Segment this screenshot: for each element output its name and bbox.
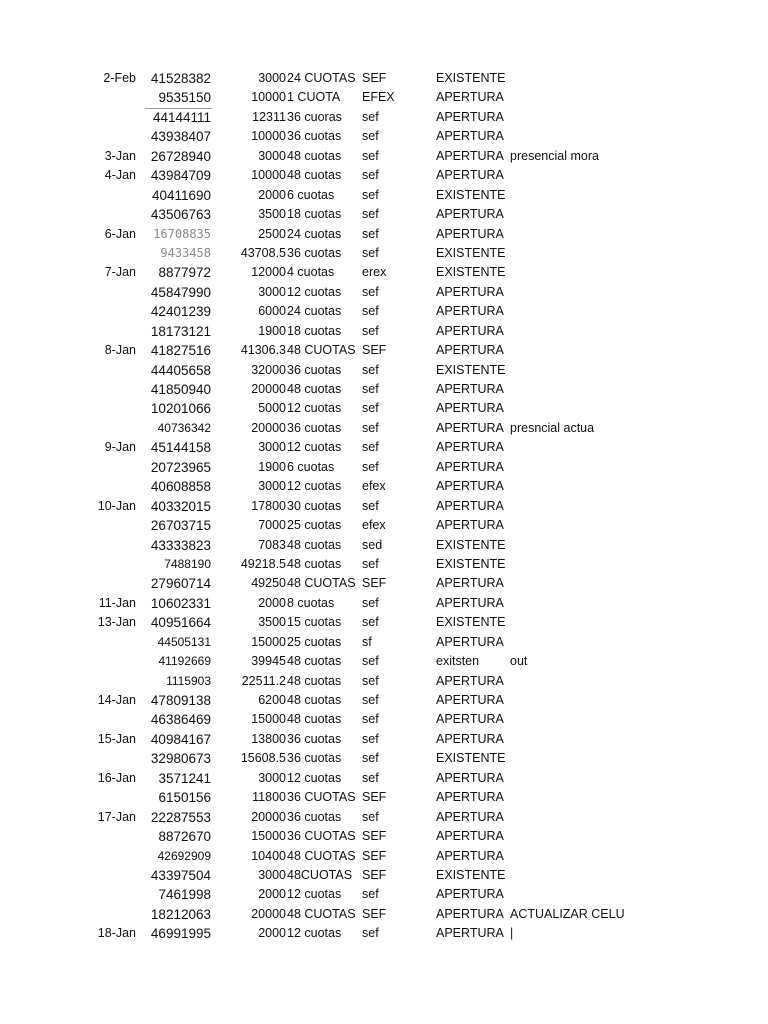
- amount-cell[interactable]: 2000: [258, 187, 286, 202]
- id-cell[interactable]: 43333823: [150, 537, 211, 553]
- installments-cell[interactable]: 4 cuotas: [287, 265, 335, 280]
- id-cell[interactable]: 43506763: [150, 207, 211, 223]
- status-cell[interactable]: APERTURA: [436, 129, 504, 144]
- id-cell[interactable]: 42692909: [157, 848, 211, 863]
- amount-cell[interactable]: 3000: [258, 867, 286, 882]
- id-cell[interactable]: 40984167: [150, 731, 211, 747]
- amount-cell[interactable]: 2000: [258, 926, 286, 941]
- status-cell[interactable]: APERTURA: [436, 109, 504, 124]
- status-cell[interactable]: EXISTENTE: [436, 71, 506, 85]
- type-cell[interactable]: SEF: [362, 867, 387, 882]
- id-cell[interactable]: 18173121: [150, 323, 211, 339]
- amount-cell[interactable]: 41306.3: [240, 343, 286, 358]
- installments-cell[interactable]: 12 cuotas: [287, 770, 342, 785]
- table-row: [0, 399, 768, 418]
- table-row: [0, 283, 768, 302]
- table-row: [0, 186, 768, 205]
- status-cell[interactable]: EXISTENTE: [436, 187, 506, 202]
- type-cell[interactable]: sef: [362, 245, 379, 260]
- id-cell[interactable]: 3571241: [158, 770, 211, 786]
- status-cell[interactable]: EXISTENTE: [436, 751, 506, 766]
- id-cell[interactable]: 46386469: [150, 712, 211, 728]
- type-cell[interactable]: sef: [362, 926, 379, 941]
- installments-cell[interactable]: 24 cuotas: [287, 226, 342, 241]
- type-cell[interactable]: SEF: [362, 829, 387, 844]
- amount-cell[interactable]: 10000: [251, 90, 286, 105]
- amount-cell[interactable]: 3000: [258, 770, 286, 785]
- status-cell[interactable]: EXISTENTE: [436, 265, 506, 280]
- table-row: [0, 808, 768, 827]
- table-row: [0, 924, 768, 943]
- type-cell[interactable]: sef: [362, 129, 379, 144]
- table-row: [0, 225, 768, 244]
- table-row: [0, 302, 768, 321]
- status-cell[interactable]: APERTURA: [436, 90, 504, 105]
- installments-cell[interactable]: 1 CUOTA: [287, 90, 341, 105]
- table-row: [0, 769, 768, 788]
- installments-cell[interactable]: 48 CUOTAS: [287, 906, 356, 921]
- installments-cell[interactable]: 12 cuotas: [287, 401, 342, 416]
- id-cell[interactable]: 41850940: [150, 382, 211, 397]
- date-cell[interactable]: 2-Feb: [103, 71, 136, 85]
- type-cell[interactable]: sef: [362, 731, 379, 746]
- amount-cell[interactable]: 20000: [251, 906, 286, 921]
- table-row: [0, 788, 768, 807]
- status-cell[interactable]: APERTURA: [436, 576, 504, 591]
- id-cell[interactable]: 40951664: [150, 615, 211, 631]
- status-cell[interactable]: APERTURA: [436, 304, 504, 319]
- id-cell[interactable]: 6150156: [158, 790, 211, 806]
- date-cell[interactable]: 14-Jan: [97, 693, 136, 707]
- type-cell[interactable]: sef: [362, 304, 379, 319]
- id-cell[interactable]: 46991995: [150, 926, 211, 942]
- id-cell[interactable]: 22287553: [150, 809, 211, 825]
- table-row: [0, 322, 768, 341]
- note-cell[interactable]: ACTUALIZAR CELU: [510, 906, 625, 921]
- installments-cell[interactable]: 12 cuotas: [287, 926, 342, 941]
- installments-cell[interactable]: 48 cuotas: [287, 556, 342, 571]
- installments-cell[interactable]: 25 cuotas: [287, 634, 342, 649]
- table-row: [0, 536, 768, 555]
- note-cell[interactable]: presncial actua: [510, 420, 595, 435]
- installments-cell[interactable]: 36 cuotas: [287, 420, 342, 435]
- type-cell[interactable]: sef: [362, 712, 379, 727]
- type-cell[interactable]: sef: [362, 420, 379, 435]
- status-cell[interactable]: APERTURA: [436, 207, 504, 222]
- table-row: [0, 263, 768, 282]
- date-cell[interactable]: 15-Jan: [97, 731, 136, 746]
- type-cell[interactable]: sef: [362, 382, 379, 396]
- table-row: [0, 438, 768, 457]
- table-row: [0, 749, 768, 768]
- amount-cell[interactable]: 15608.5: [240, 751, 286, 766]
- type-cell[interactable]: SEF: [362, 906, 387, 921]
- type-cell[interactable]: EFEX: [362, 90, 395, 105]
- status-cell[interactable]: APERTURA: [436, 343, 504, 358]
- status-cell[interactable]: EXISTENTE: [436, 245, 506, 260]
- type-cell[interactable]: sef: [362, 615, 379, 630]
- type-cell[interactable]: sef: [362, 693, 379, 707]
- type-cell[interactable]: sef: [362, 887, 379, 902]
- type-cell[interactable]: efex: [362, 479, 386, 494]
- amount-cell[interactable]: 49250: [251, 576, 286, 591]
- status-cell[interactable]: EXISTENTE: [436, 537, 506, 552]
- table-row: [0, 497, 768, 516]
- type-cell[interactable]: sef: [362, 595, 379, 610]
- type-cell[interactable]: sef: [362, 207, 379, 222]
- id-cell[interactable]: 8872670: [158, 829, 211, 845]
- table-row: [0, 652, 768, 671]
- installments-cell[interactable]: 8 cuotas: [287, 595, 335, 610]
- amount-cell[interactable]: 3000: [258, 440, 286, 455]
- installments-cell[interactable]: 36 CUOTAS: [287, 790, 356, 805]
- amount-cell[interactable]: 32000: [251, 362, 286, 377]
- table-row: [0, 633, 768, 652]
- id-cell[interactable]: 7488190: [164, 556, 211, 571]
- amount-cell[interactable]: 3500: [258, 615, 286, 630]
- status-cell[interactable]: APERTURA: [436, 401, 504, 416]
- id-cell[interactable]: 41827516: [150, 343, 211, 359]
- table-row: [0, 827, 768, 846]
- table-row: [0, 147, 768, 166]
- status-cell[interactable]: APERTURA: [436, 693, 504, 707]
- table-row: [0, 574, 768, 593]
- amount-cell[interactable]: 15000: [251, 634, 286, 649]
- type-cell[interactable]: sef: [362, 440, 379, 455]
- amount-cell[interactable]: 3000: [258, 479, 286, 494]
- table-row: [0, 866, 768, 885]
- amount-cell[interactable]: 11800: [252, 790, 286, 805]
- table-row: [0, 691, 768, 710]
- status-cell[interactable]: EXISTENTE: [436, 362, 506, 377]
- amount-cell[interactable]: 3000: [258, 71, 286, 85]
- status-cell[interactable]: APERTURA: [436, 148, 504, 163]
- installments-cell[interactable]: 48 cuotas: [287, 382, 342, 396]
- amount-cell[interactable]: 12000: [251, 265, 286, 280]
- amount-cell[interactable]: 2500: [258, 226, 286, 241]
- amount-cell[interactable]: 20000: [251, 809, 286, 824]
- table-row: [0, 419, 768, 438]
- type-cell[interactable]: sef: [362, 401, 379, 416]
- installments-cell[interactable]: 36 cuotas: [287, 809, 342, 824]
- amount-cell[interactable]: 43708.5: [240, 245, 286, 260]
- note-cell[interactable]: out: [510, 654, 528, 669]
- status-cell[interactable]: APERTURA: [436, 829, 504, 844]
- amount-cell[interactable]: 2000: [258, 887, 286, 902]
- id-cell[interactable]: 44505131: [157, 634, 211, 649]
- table-row: [0, 516, 768, 535]
- status-cell[interactable]: APERTURA: [436, 459, 504, 474]
- type-cell[interactable]: sef: [362, 362, 379, 377]
- amount-cell[interactable]: 6200: [258, 693, 286, 707]
- type-cell[interactable]: sef: [362, 809, 379, 824]
- status-cell[interactable]: APERTURA: [436, 440, 504, 455]
- amount-cell[interactable]: 1900: [258, 459, 286, 474]
- amount-cell[interactable]: 15000: [251, 829, 286, 844]
- amount-cell[interactable]: 10400: [251, 848, 286, 863]
- table-row: [0, 380, 768, 399]
- date-cell[interactable]: 10-Jan: [97, 498, 136, 513]
- status-cell[interactable]: APERTURA: [436, 226, 504, 241]
- type-cell[interactable]: sef: [362, 168, 379, 183]
- date-cell[interactable]: 13-Jan: [97, 615, 136, 630]
- spreadsheet-table: [0, 69, 768, 944]
- installments-cell[interactable]: 48 CUOTAS: [287, 848, 356, 863]
- type-cell[interactable]: SEF: [362, 848, 387, 863]
- status-cell[interactable]: APERTURA: [436, 926, 504, 941]
- id-cell[interactable]: 40736342: [157, 420, 211, 435]
- amount-cell[interactable]: 1900: [258, 323, 286, 338]
- id-cell[interactable]: 41528382: [150, 71, 211, 86]
- id-cell[interactable]: 43397504: [150, 867, 211, 883]
- status-cell[interactable]: APERTURA: [436, 518, 504, 533]
- installments-cell[interactable]: 48 cuotas: [287, 148, 342, 163]
- table-row: [0, 205, 768, 224]
- id-cell[interactable]: 10201066: [150, 401, 211, 417]
- status-cell[interactable]: APERTURA: [436, 382, 504, 396]
- amount-cell[interactable]: 2000: [258, 595, 286, 610]
- table-row: [0, 108, 768, 127]
- id-cell[interactable]: 9535150: [158, 90, 211, 106]
- type-cell[interactable]: sf: [362, 634, 372, 649]
- id-cell[interactable]: 42401239: [150, 304, 211, 320]
- installments-cell[interactable]: 12 cuotas: [287, 887, 342, 902]
- installments-cell[interactable]: 24 cuotas: [287, 304, 342, 319]
- table-row: [0, 594, 768, 613]
- table-row: [0, 847, 768, 866]
- amount-cell[interactable]: 5000: [258, 401, 286, 416]
- status-cell[interactable]: APERTURA: [436, 673, 504, 688]
- table-row: [0, 88, 768, 107]
- table-row: [0, 477, 768, 496]
- date-cell[interactable]: 18-Jan: [97, 926, 136, 941]
- date-cell[interactable]: 4-Jan: [104, 168, 136, 183]
- id-cell[interactable]: 40411690: [151, 187, 211, 203]
- id-cell[interactable]: 45847990: [150, 284, 211, 300]
- type-cell[interactable]: sef: [362, 654, 379, 669]
- amount-cell[interactable]: 17800: [251, 498, 286, 513]
- status-cell[interactable]: APERTURA: [436, 284, 504, 299]
- status-cell[interactable]: APERTURA: [436, 848, 504, 863]
- date-cell[interactable]: 3-Jan: [104, 148, 136, 163]
- installments-cell[interactable]: 15 cuotas: [287, 615, 342, 630]
- type-cell[interactable]: SEF: [362, 343, 387, 358]
- id-cell[interactable]: 47809138: [150, 693, 211, 708]
- id-cell[interactable]: 40332015: [150, 498, 211, 514]
- installments-cell[interactable]: 18 cuotas: [287, 207, 342, 222]
- type-cell[interactable]: sef: [362, 148, 379, 163]
- installments-cell[interactable]: 48 CUOTAS: [287, 343, 356, 358]
- status-cell[interactable]: APERTURA: [436, 634, 504, 649]
- amount-cell[interactable]: 3500: [258, 207, 286, 222]
- id-cell[interactable]: 1115903: [166, 673, 211, 688]
- installments-cell[interactable]: 6 cuotas: [287, 459, 335, 474]
- type-cell[interactable]: sed: [362, 537, 383, 552]
- type-cell[interactable]: sef: [362, 459, 379, 474]
- id-cell[interactable]: 45144158: [150, 440, 211, 456]
- table-row: [0, 730, 768, 749]
- id-cell[interactable]: 26703715: [150, 518, 211, 534]
- amount-cell[interactable]: 7083: [258, 537, 286, 552]
- table-row: [0, 710, 768, 729]
- installments-cell[interactable]: 48 cuotas: [287, 537, 342, 552]
- installments-cell[interactable]: 48 cuotas: [287, 693, 342, 707]
- type-cell[interactable]: sef: [362, 109, 379, 124]
- status-cell[interactable]: APERTURA: [436, 770, 504, 785]
- table-row: [0, 166, 768, 185]
- note-cell[interactable]: presencial mora: [510, 148, 599, 163]
- date-cell[interactable]: 9-Jan: [104, 440, 136, 455]
- installments-cell[interactable]: 36 cuotas: [287, 751, 342, 766]
- date-cell[interactable]: 7-Jan: [104, 265, 136, 280]
- status-cell[interactable]: EXISTENTE: [436, 615, 506, 630]
- status-cell[interactable]: APERTURA: [436, 420, 504, 435]
- status-cell[interactable]: APERTURA: [436, 790, 504, 805]
- status-cell[interactable]: APERTURA: [436, 712, 504, 727]
- table-row: [0, 555, 768, 574]
- amount-cell[interactable]: 13800: [251, 731, 286, 746]
- installments-cell[interactable]: 48 CUOTAS: [287, 576, 356, 591]
- table-row: [0, 905, 768, 924]
- installments-cell[interactable]: 30 cuotas: [287, 498, 342, 513]
- type-cell[interactable]: sef: [362, 673, 379, 688]
- amount-cell[interactable]: 49218.5: [240, 556, 286, 571]
- status-cell[interactable]: APERTURA: [436, 479, 504, 494]
- table-row: [0, 244, 768, 263]
- table-row: [0, 127, 768, 146]
- installments-cell[interactable]: 18 cuotas: [287, 323, 342, 338]
- installments-cell[interactable]: 6 cuotas: [287, 187, 335, 202]
- installments-cell[interactable]: 48 cuotas: [287, 712, 342, 727]
- table-row: [0, 69, 768, 88]
- type-cell[interactable]: sef: [362, 187, 379, 202]
- installments-cell[interactable]: 36 CUOTAS: [287, 829, 356, 844]
- status-cell[interactable]: EXISTENTE: [436, 556, 506, 571]
- amount-cell[interactable]: 12311: [252, 109, 286, 124]
- status-cell[interactable]: APERTURA: [436, 887, 504, 902]
- amount-cell[interactable]: 20000: [251, 382, 286, 396]
- table-row: [0, 672, 768, 691]
- status-cell[interactable]: APERTURA: [436, 809, 504, 824]
- date-cell[interactable]: 8-Jan: [104, 343, 136, 358]
- id-cell[interactable]: 7461998: [158, 887, 211, 903]
- amount-cell[interactable]: 10000: [251, 168, 286, 183]
- installments-cell[interactable]: 48 cuotas: [287, 654, 342, 669]
- type-cell[interactable]: sef: [362, 770, 379, 785]
- amount-cell[interactable]: 3000: [258, 148, 286, 163]
- installments-cell[interactable]: 48 cuotas: [287, 168, 342, 183]
- table-row: [0, 361, 768, 380]
- installments-cell[interactable]: 48CUOTAS: [287, 867, 353, 882]
- installments-cell[interactable]: 12 cuotas: [287, 440, 342, 455]
- type-cell[interactable]: sef: [362, 498, 379, 513]
- id-cell[interactable]: 27960714: [150, 576, 211, 592]
- id-cell[interactable]: 20723965: [150, 459, 211, 475]
- status-cell[interactable]: APERTURA: [436, 323, 504, 338]
- table-row: [0, 885, 768, 904]
- amount-cell[interactable]: 15000: [251, 712, 286, 727]
- type-cell[interactable]: sef: [362, 556, 379, 571]
- installments-cell[interactable]: 25 cuotas: [287, 518, 342, 533]
- amount-cell[interactable]: 22511.2: [241, 673, 286, 688]
- id-cell[interactable]: 32980673: [150, 751, 211, 767]
- cell-border-line: [145, 108, 212, 109]
- installments-cell[interactable]: 36 cuotas: [287, 129, 342, 144]
- id-cell[interactable]: 9433458: [160, 245, 211, 260]
- status-cell[interactable]: APERTURA: [436, 595, 504, 610]
- installments-cell[interactable]: 24 CUOTAS: [287, 71, 356, 85]
- amount-cell[interactable]: 20000: [251, 420, 286, 435]
- table-row: [0, 613, 768, 632]
- id-cell[interactable]: 44144111: [152, 109, 211, 125]
- date-cell[interactable]: 17-Jan: [97, 809, 136, 824]
- type-cell[interactable]: efex: [362, 518, 386, 533]
- id-cell[interactable]: 26728940: [150, 148, 211, 164]
- id-cell[interactable]: 41192669: [158, 654, 211, 669]
- id-cell[interactable]: 8877972: [158, 265, 211, 281]
- installments-cell[interactable]: 12 cuotas: [287, 479, 342, 494]
- id-cell[interactable]: 40608858: [150, 479, 211, 495]
- amount-cell[interactable]: 39945: [251, 654, 286, 669]
- installments-cell[interactable]: 36 cuotas: [287, 362, 342, 377]
- type-cell[interactable]: SEF: [362, 790, 387, 805]
- status-cell[interactable]: APERTURA: [436, 731, 504, 746]
- id-cell[interactable]: 16708835: [153, 226, 211, 241]
- table-row: [0, 341, 768, 360]
- date-cell[interactable]: 11-Jan: [98, 595, 136, 610]
- status-cell[interactable]: APERTURA: [436, 906, 504, 921]
- amount-cell[interactable]: 7000: [258, 518, 286, 533]
- id-cell[interactable]: 44405658: [150, 362, 211, 378]
- installments-cell[interactable]: 48 cuotas: [287, 673, 342, 688]
- date-cell[interactable]: 16-Jan: [97, 770, 136, 785]
- status-cell[interactable]: exitsten: [436, 654, 480, 669]
- date-cell[interactable]: 6-Jan: [104, 226, 136, 241]
- type-cell[interactable]: erex: [362, 265, 387, 280]
- type-cell[interactable]: SEF: [362, 71, 387, 85]
- status-cell[interactable]: APERTURA: [436, 168, 504, 183]
- id-cell[interactable]: 43984709: [150, 168, 211, 184]
- installments-cell[interactable]: 36 cuoras: [287, 109, 342, 124]
- installments-cell[interactable]: 12 cuotas: [287, 284, 342, 299]
- installments-cell[interactable]: 36 cuotas: [287, 731, 342, 746]
- amount-cell[interactable]: 3000: [258, 284, 286, 299]
- status-cell[interactable]: EXISTENTE: [436, 867, 506, 882]
- type-cell[interactable]: sef: [362, 284, 379, 299]
- id-cell[interactable]: 43938407: [150, 129, 211, 145]
- note-cell[interactable]: |: [510, 926, 514, 941]
- amount-cell[interactable]: 10000: [251, 129, 286, 144]
- type-cell[interactable]: sef: [362, 226, 379, 241]
- status-cell[interactable]: APERTURA: [436, 498, 504, 513]
- installments-cell[interactable]: 36 cuotas: [287, 245, 342, 260]
- type-cell[interactable]: sef: [362, 751, 379, 766]
- type-cell[interactable]: SEF: [362, 576, 387, 591]
- id-cell[interactable]: 18212063: [150, 906, 211, 922]
- type-cell[interactable]: sef: [362, 323, 379, 338]
- table-row: [0, 458, 768, 477]
- id-cell[interactable]: 10602331: [150, 595, 211, 611]
- amount-cell[interactable]: 6000: [258, 304, 286, 319]
